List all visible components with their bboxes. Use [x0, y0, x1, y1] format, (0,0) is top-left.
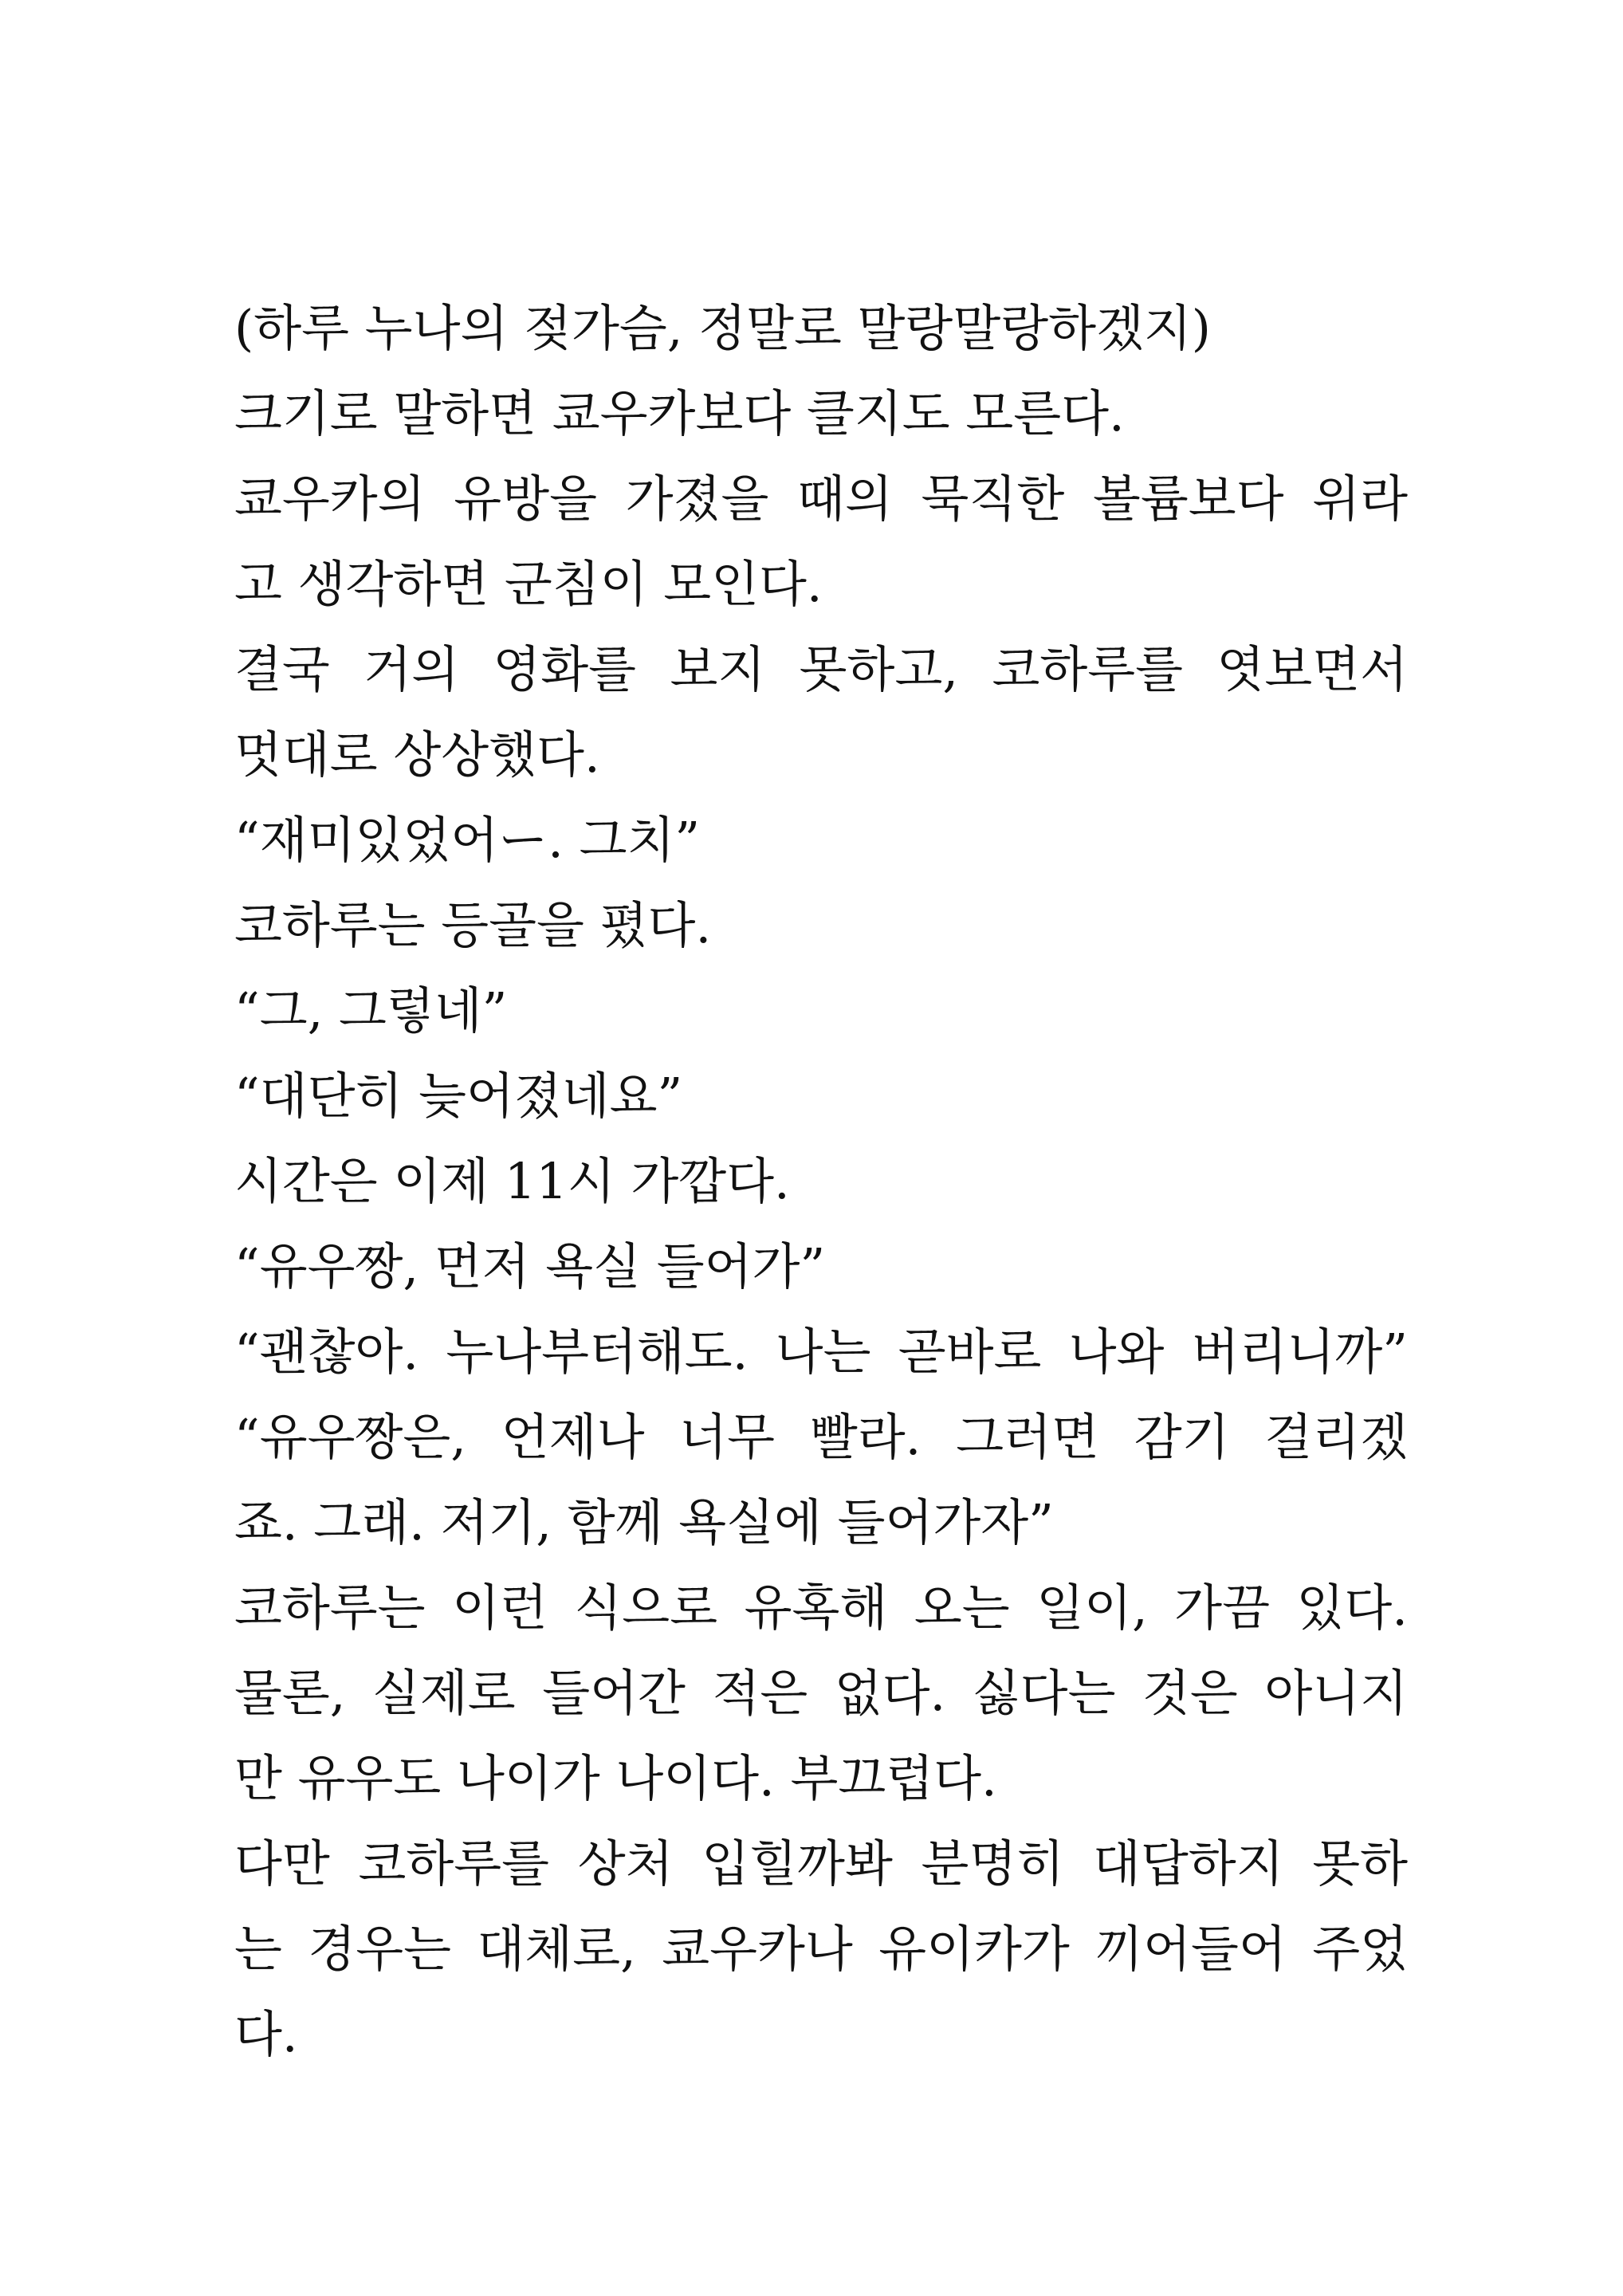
text-line-8: 코하루는 등골을 폈다.: [234, 896, 712, 954]
text-line-1: (하루 누나의 젖가슴, 정말로 말랑말랑하겠지): [234, 299, 1211, 357]
text-line-7: “재미있었어ー. 그치”: [234, 811, 701, 869]
text-line-11: 시간은 이제 11시 가깝다.: [234, 1152, 790, 1210]
text-line-4: 고 생각하면 군침이 모인다.: [234, 555, 823, 613]
text-line-6: 멋대로 상상했다.: [234, 725, 600, 784]
text-line-3: 쿄우카의 유방을 가졌을 때의 묵직한 볼륨보다 위라: [234, 470, 1408, 528]
text-line-18: 만 유우도 나이가 나이다. 부끄럽다.: [234, 1749, 997, 1807]
text-line-17: 물론, 실제로 들어간 적은 없다. 싫다는 것은 아니지: [234, 1664, 1408, 1722]
text-line-12: “유우짱, 먼저 욕실 들어가”: [234, 1237, 826, 1295]
text-line-9: “그, 그렇네”: [234, 981, 508, 1040]
text-line-2: 크기로 말하면 쿄우카보다 클지도 모른다.: [234, 384, 1125, 442]
text-line-15: 죠. 그래. 저기, 함께 욕실에 들어가자”: [234, 1493, 1054, 1551]
text-line-10: “대단히 늦어졌네요”: [234, 1067, 683, 1125]
text-line-20: 는 경우는 대체로, 쿄우카나 유이카가 끼어들어 주었: [234, 1920, 1408, 1978]
body-text: [234, 285, 1408, 2077]
text-line-13: “괜찮아. 누나부터해도. 나는 곧바로 나와 버리니까”: [234, 1323, 1408, 1381]
text-line-5: 결국 거의 영화를 보지 못하고, 코하루를 엿보면서: [234, 640, 1408, 698]
text-line-21: 다.: [234, 2005, 298, 2063]
text-line-14: “유우짱은, 언제나 너무 빨라. 그러면 감기 걸리겠: [234, 1408, 1408, 1466]
text-line-19: 다만 코하루를 상처 입힐까봐 분명히 대답하지 못하: [234, 1834, 1408, 1893]
text-line-16: 코하루는 이런 식으로 유혹해 오는 일이, 가끔 있다.: [234, 1578, 1408, 1637]
